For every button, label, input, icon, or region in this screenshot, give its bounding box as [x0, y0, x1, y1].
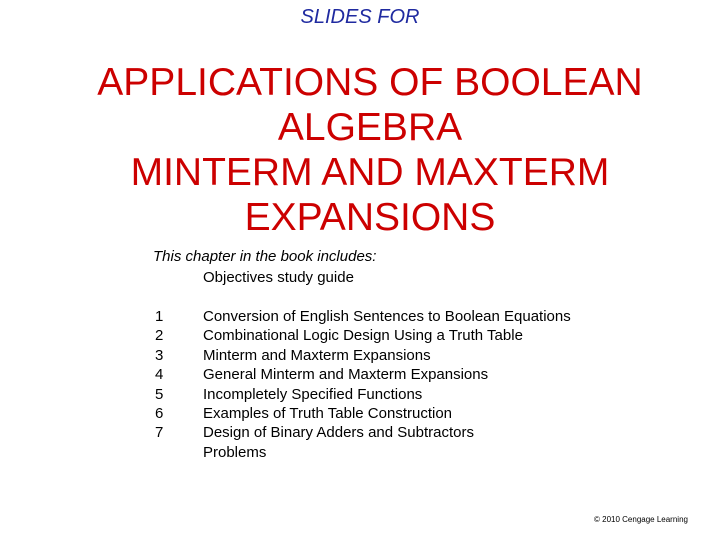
section-number: 4 [155, 366, 164, 384]
copyright-notice: © 2010 Cengage Learning [594, 515, 688, 524]
objectives-study-guide: Objectives study guide [203, 269, 354, 286]
section-number: 2 [155, 327, 164, 345]
section-title: Conversion of English Sentences to Boolean Equations [203, 308, 571, 325]
list-item [155, 404, 571, 423]
title-line-4: EXPANSIONS [244, 196, 496, 239]
chapter-intro: This chapter in the book includes: [153, 248, 377, 265]
list-item [155, 385, 571, 404]
section-title: Combinational Logic Design Using a Truth Table [203, 327, 523, 345]
section-number [155, 443, 203, 462]
slide-title [0, 60, 720, 240]
list-item [155, 443, 571, 462]
list-item [155, 423, 571, 442]
list-item [155, 307, 571, 326]
section-title: Design of Binary Adders and Subtractors [203, 424, 474, 442]
title-line-2: ALGEBRA [277, 106, 463, 149]
section-title: Incompletely Specified Functions [203, 385, 423, 403]
slides-for-header: SLIDES FOR [300, 6, 420, 28]
section-number: 5 [155, 385, 164, 403]
section-number: 7 [155, 424, 164, 442]
section-title: Problems [203, 443, 267, 461]
section-title: General Minterm and Maxterm Expansions [203, 366, 489, 384]
section-number: 3 [155, 346, 164, 364]
list-item [155, 346, 571, 365]
list-item [155, 326, 571, 345]
section-number: 1 [155, 308, 164, 325]
section-list [155, 307, 571, 462]
section-title: Minterm and Maxterm Expansions [203, 346, 431, 364]
list-item [155, 365, 571, 384]
title-line-1: APPLICATIONS OF BOOLEAN [97, 61, 643, 104]
title-line-3: MINTERM AND MAXTERM [130, 151, 610, 194]
section-number: 6 [155, 405, 164, 423]
section-title: Examples of Truth Table Construction [203, 405, 453, 423]
